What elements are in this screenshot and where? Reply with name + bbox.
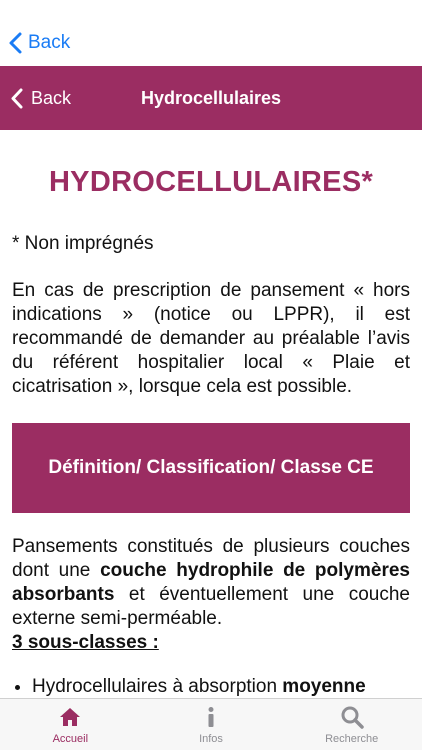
section-header bbox=[12, 423, 410, 513]
tab-accueil-label: Accueil bbox=[52, 733, 89, 745]
definition-paragraph bbox=[12, 535, 410, 631]
list-item-bold: moyenne bbox=[282, 676, 366, 697]
header-title: Hydrocellulaires bbox=[140, 88, 282, 108]
header-back-label: Back bbox=[31, 87, 72, 108]
top-back-label: Back bbox=[28, 32, 71, 53]
tab-infos[interactable] bbox=[141, 699, 282, 750]
tab-accueil[interactable] bbox=[0, 699, 141, 750]
list-item-text: Hydrocellulaires à absorption bbox=[32, 676, 283, 697]
tab-recherche[interactable] bbox=[281, 699, 422, 750]
definition-text-1: Pansements constitués de plusieurs couches dont une bbox=[12, 536, 410, 581]
chevron-left-icon bbox=[8, 32, 22, 54]
tab-infos-label: Infos bbox=[199, 733, 223, 745]
content-area[interactable] bbox=[12, 130, 410, 698]
top-navigation-bar bbox=[0, 0, 422, 66]
definition-text-2: et éventuellement une couche externe semi-perméable. bbox=[12, 584, 410, 629]
note-text: * Non imprégnés bbox=[12, 233, 154, 254]
home-icon bbox=[58, 705, 82, 729]
definition-bold: couche hydrophile de polymères absorbants bbox=[12, 560, 410, 605]
intro-paragraph: En cas de prescription de pansement « hors indications » (notice ou LPPR), il est recommandé de demander au préalable l’avis du référent hospitalier local « Plaie et cicatrisation », lorsque cela est possible. bbox=[12, 280, 410, 397]
tab-bar bbox=[0, 698, 422, 750]
section-title: Définition/ Classification/ Classe CE bbox=[48, 457, 374, 478]
subclasses-title: 3 sous-classes : bbox=[12, 632, 159, 653]
tab-recherche-label: Recherche bbox=[325, 733, 379, 745]
page-title: HYDROCELLULAIRES* bbox=[48, 166, 374, 198]
search-icon bbox=[340, 705, 364, 729]
page-header bbox=[0, 66, 422, 130]
list-item bbox=[32, 675, 410, 699]
top-back-button[interactable] bbox=[8, 30, 70, 56]
info-icon bbox=[199, 705, 223, 729]
